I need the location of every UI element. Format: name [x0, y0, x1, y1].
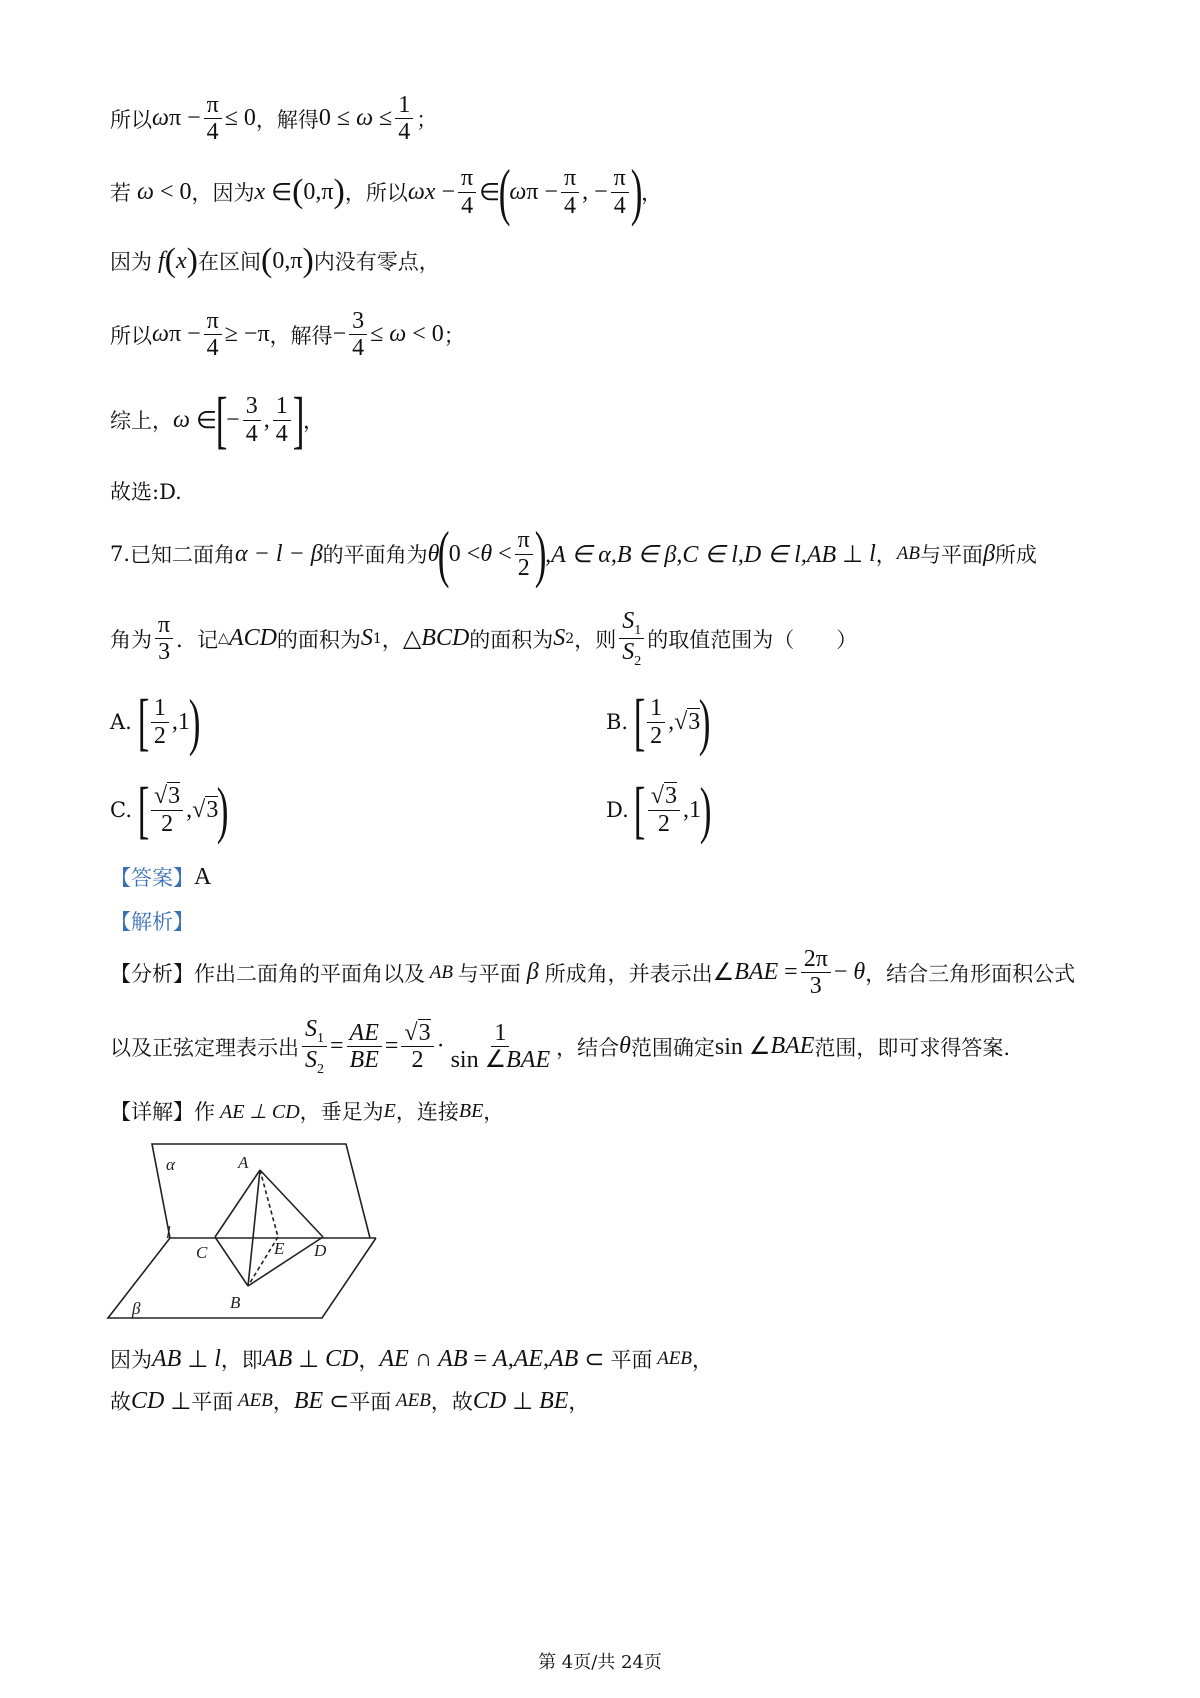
edge-db [248, 1237, 323, 1286]
option-a[interactable]: A. [ $\frac{1}{2}$ ,1 ) [110, 686, 201, 757]
proof-line-1: 因为 AB ⊥ l ，即 AB ⊥ CD ， AE ∩ AB = A,AE,AB ⊂ 平面 AEB ， [110, 1345, 714, 1373]
label-d: D [314, 1241, 327, 1260]
answer-value: A [194, 863, 212, 890]
page-footer: 第 4页/共 24页 [538, 1652, 662, 1673]
option-b[interactable]: B. [ $\frac{1}{2}$ ,√3 ) [606, 686, 711, 757]
question-7-line-2: 角为 $\frac{\pi}{3}$ ．记 △ ACD 的面积为 S 1 ， △ BCD 的面积为 S 2 ，则 $\frac{S_1}{S_2}$ 的取值范围为（ ） [110, 608, 858, 669]
label-alpha: α [166, 1155, 175, 1174]
question-7-line-1: 7. 已知二面角 α − l − β 的平面角为 θ ( 0 < θ < $\frac{\pi}{2}$ ) ,A ∈ α,B ∈ β,C ∈ l,D ∈ l,AB ⊥ l ， AB 与平面 β 所成 [110, 518, 1037, 589]
detail-line: 【详解】 作 AE ⊥ CD ，垂足为 E ，连接 BE ， [110, 1099, 505, 1124]
edge-ad [260, 1170, 323, 1237]
label-e: E [274, 1239, 285, 1258]
line-no-zero: 因为 f ( x ) 在区间 ( 0,π ) 内没有零点， [110, 242, 440, 279]
label-b: B [230, 1293, 241, 1312]
edge-ac [215, 1170, 260, 1237]
proof-line-2: 故 CD ⊥ 平面 AEB ， BE ⊂ 平面 AEB ，故 CD ⊥ BE ， [110, 1387, 590, 1415]
label-c: C [196, 1243, 208, 1262]
line-omega-lower-case: 所以 ω π − $\frac{\pi}{4}$ ≥ −π ，解得 − $\frac{3}{4}$ ≤ ω < 0 ； [110, 308, 465, 362]
option-c[interactable]: C. [ $\frac{√3}{2}$ ,√3 ) [110, 774, 229, 845]
label-l: l [166, 1223, 171, 1242]
label-a: A [238, 1153, 249, 1172]
edge-cb [215, 1237, 248, 1286]
fenxi-line-2: 以及正弦定理表示出 $\frac{S_1}{S_2}$ = $\frac{AE}{BE}$ = $\frac{√3}{2}$ · $\frac{1}{\text{sin ∠BAE}}$ ，结合 θ 范围确定 sin ∠ BAE 范围，即可求得答案. [110, 1016, 1011, 1077]
fenxi-line-1: 【分析】 作出二面角的平面角以及 AB 与平面 β 所成角，并表示出 ∠ BAE = $\frac{2\pi}{3}$ − θ ，结合三角形面积公式 [110, 946, 1076, 1000]
line-summary: 综上， ω ∈ [ − $\frac{3}{4}$ , $\frac{1}{4}$ ] ， [110, 384, 325, 455]
analysis-label: 【解析】 [110, 910, 194, 934]
answer-line [110, 862, 211, 892]
line-omega-upper-case: 所以 ω π − $\frac{\pi}{4}$ ≤ 0 ，解得 0 ≤ ω ≤ $\frac{1}{4}$ ； [110, 92, 438, 146]
answer-label: 【答案】 [110, 866, 194, 890]
plane-alpha [152, 1144, 370, 1238]
label-beta: β [132, 1299, 141, 1318]
dihedral-angle-figure [100, 1130, 400, 1340]
option-d[interactable]: D. [ $\frac{√3}{2}$ ,1 ) [606, 774, 712, 845]
line-choose-d: 故选:D. [110, 480, 182, 504]
line-omega-negative: 若 ω < 0 ，因为 x ∈ ( 0,π ) ，所以 ωx − $\frac{\pi}{4}$ ∈ ( ω π − $\frac{\pi}{4}$ , − $\frac{\pi}{4}$ ) ， [110, 156, 663, 227]
